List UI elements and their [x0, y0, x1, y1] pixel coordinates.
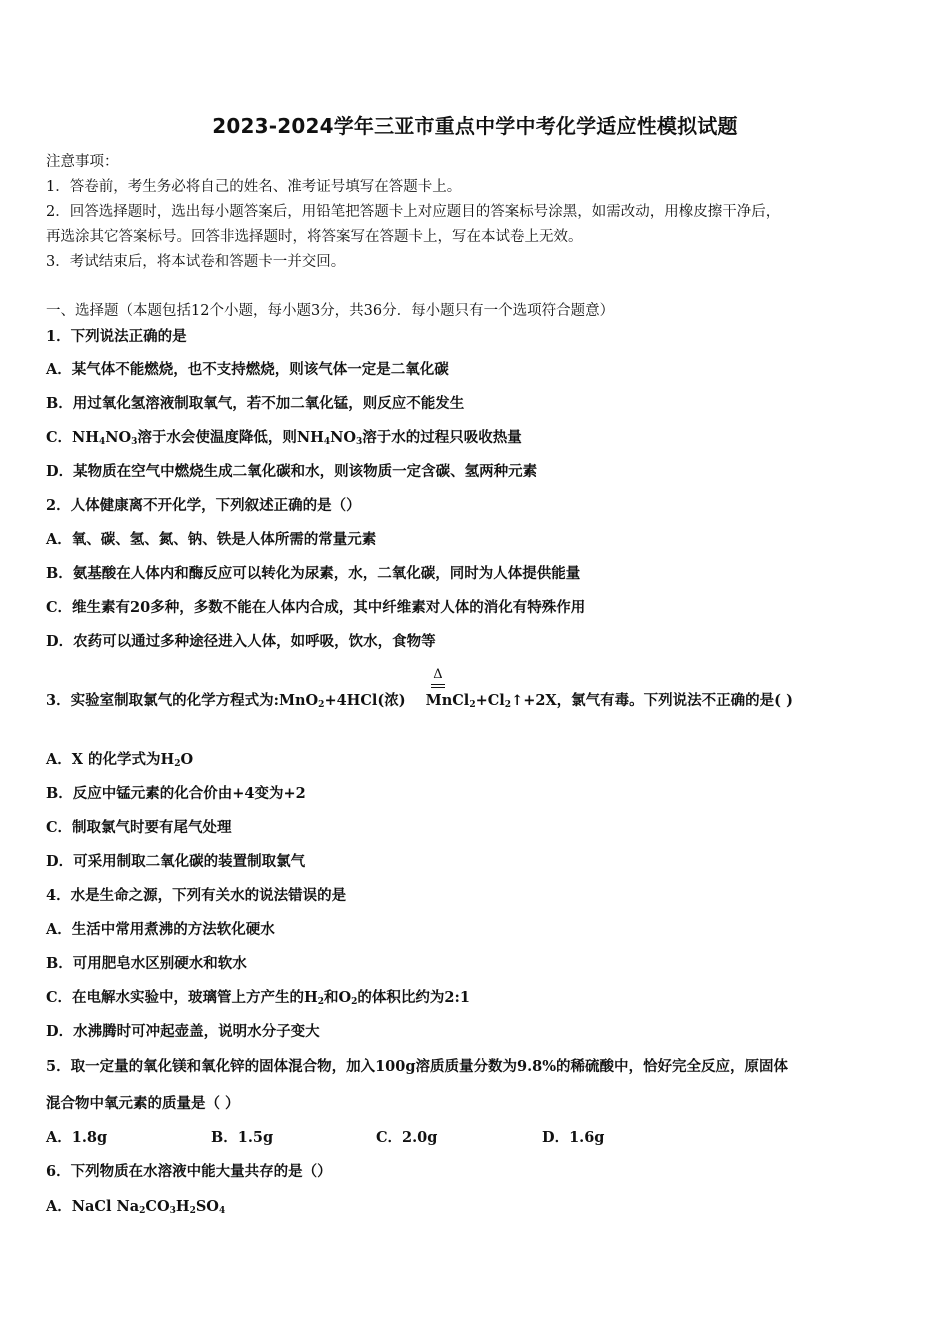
page-title: 2023-2024学年三亚市重点中学中考化学适应性模拟试题 [212, 114, 738, 138]
q3-option-d: D．可采用制取二氧化碳的装置制取氯气 [46, 853, 306, 870]
q4-option-b: B．可用肥皂水区别硬水和软水 [46, 955, 247, 972]
q5-stem-line1: 5．取一定量的氧化镁和氧化锌的固体混合物，加入100g溶质质量分数为9.8%的稀硫酸中，恰好完全反应，原固体 [46, 1058, 788, 1075]
q2-option-c: C．维生素有20多种，多数不能在人体内合成，其中纤维素对人体的消化有特殊作用 [46, 599, 586, 616]
q5-option-d: D．1.6g [542, 1129, 605, 1146]
q1-option-c: C．$NH_4NO_3$溶于水会使温度降低，则$NH_4NO_3$溶于水的过程只吸收热量 [46, 429, 522, 447]
q1-option-a: A．某气体不能燃烧，也不支持燃烧，则该气体一定是二氧化碳 [46, 361, 449, 378]
q5-option-a: A．1.8g [46, 1129, 108, 1146]
q1-stem: 1．下列说法正确的是 [46, 328, 187, 345]
q3-stem: 3．实验室制取氯气的化学方程式为:MnO$_2$+4HCl(浓) $MnCl_2+Cl_2↑+2X$，氯气有毒。下列说法不正确的是( ) [46, 692, 793, 710]
q2-option-b: B．氨基酸在人体内和酶反应可以转化为尿素，水，二氧化碳，同时为人体提供能量 [46, 565, 581, 582]
q2-option-d: D．农药可以通过多种途径进入人体，如呼吸，饮水，食物等 [46, 633, 436, 650]
heating-condition-mark: Δ [431, 668, 445, 688]
section-heading: 一、选择题（本题包括12个小题，每小题3分，共36分．每小题只有一个选项符合题意） [46, 303, 615, 319]
note-item-1: 1．答卷前，考生务必将自己的姓名、准考证号填写在答题卡上。 [46, 179, 462, 195]
q6-stem: 6．下列物质在水溶液中能大量共存的是（） [46, 1163, 332, 1180]
q5-stem-line2: 混合物中氧元素的质量是（ ） [46, 1095, 240, 1112]
q4-stem: 4．水是生命之源，下列有关水的说法错误的是 [46, 887, 347, 904]
q2-stem: 2．人体健康离不开化学，下列叙述正确的是（） [46, 497, 361, 514]
q1-option-b: B．用过氧化氢溶液制取氧气，若不加二氧化锰，则反应不能发生 [46, 395, 465, 412]
q5-option-c: C．2.0g [376, 1129, 438, 1146]
note-item-2: 2．回答选择题时，选出每小题答案后，用铅笔把答题卡上对应题目的答案标号涂黑，如需改动，用橡皮擦干净后， [46, 204, 781, 220]
q4-option-c: C．在电解水实验中，玻璃管上方产生的$H_2$和$O_2$的体积比约为2:1 [46, 989, 470, 1007]
q3-option-a: A．X 的化学式为$H_2O$ [46, 751, 194, 769]
notes-heading: 注意事项： [46, 154, 119, 170]
q6-option-a: A．NaCl $Na_2CO_3H_2SO_4$ [46, 1198, 226, 1216]
q2-option-a: A．氧、碳、氢、氮、钠、铁是人体所需的常量元素 [46, 531, 377, 548]
note-item-2-cont: 再选涂其它答案标号。回答非选择题时，将答案写在答题卡上，写在本试卷上无效。 [46, 229, 583, 245]
q4-option-d: D．水沸腾时可冲起壶盖，说明水分子变大 [46, 1023, 320, 1040]
q5-option-b: B．1.5g [211, 1129, 274, 1146]
q3-option-b: B．反应中锰元素的化合价由+4变为+2 [46, 785, 306, 802]
q3-option-c: C．制取氯气时要有尾气处理 [46, 819, 232, 836]
q4-option-a: A．生活中常用煮沸的方法软化硬水 [46, 921, 275, 938]
note-item-3: 3．考试结束后，将本试卷和答题卡一并交回。 [46, 254, 346, 270]
q1-option-d: D．某物质在空气中燃烧生成二氧化碳和水，则该物质一定含碳、氢两种元素 [46, 463, 538, 480]
